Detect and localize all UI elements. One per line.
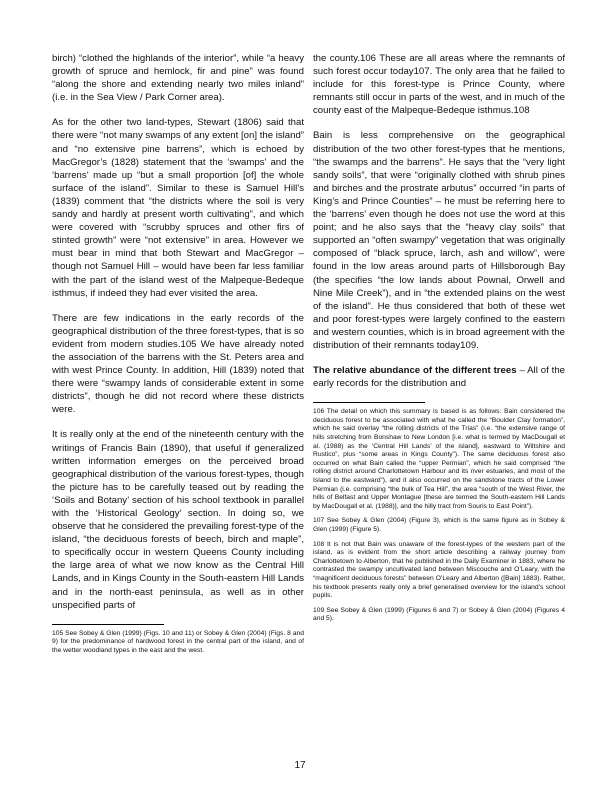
footnote: 105 See Sobey & Glen (1999) (Figs. 10 and 11) or Sobey & Glen (2004) (Figs. 8 and 9) for the predominance of hardwood forest in the central part of the island, and of the wetter woodland types in the east and the west. xyxy=(52,629,304,654)
section-heading: The relative abundance of the different trees xyxy=(313,365,517,377)
paragraph-text: – All of the early records for the distribution and xyxy=(313,365,565,390)
paragraph xyxy=(313,364,565,390)
footnote: 109 See Sobey & Glen (1999) (Figures 6 and 7) or Sobey & Glen (2004) (Figures 4 and 5). xyxy=(313,606,565,623)
footnote: 108 It is not that Bain was unaware of the forest-types of the western part of the island, as is evident from the short article describing a railway journey from Charlottetown to Alberton, that he published in the Daily Examiner in 1883, where he contrasted the swampy uncultivated land between Miscouche and O’Leary, with the “magnificent deciduous forests” between O’Leary and Alberton ([Bain] 1883). Rather, his textbook presents really only a brief generalised overview for the island’s school pupils. xyxy=(313,540,565,600)
paragraph: Bain is less comprehensive on the geographical distribution of the two other forest-types that he mentions, “the swamps and the barrens”. He says that the “very light sandy soils”, that were “originally clothed with shrub pines and birches and the prostrate arbutus” occurred “in parts of King’s and Prince Counties” – he must be referring here to the ‘barrens’ even though he does not use the word at this point; and he also says that the “heavy clay soils” that supported an “often swampy” vegetation that was originally composed of “black spruce, larch, ash and willow”, were found in the low areas around parts of Hillsborough Bay (the specifies “the low lands about Pownal, Orwell and Nine Mile Creek”), and in “the extended plains on the west of the island”. He thus considered that both of these wet and poor forest-types were largely confined to the eastern and western counties, which is in broad agreement with the distribution of their remnants today109. xyxy=(313,130,565,351)
footnote: 107 See Sobey & Glen (2004) (Figure 3), which is the same figure as in Sobey & Glen (1999) (Figure 5). xyxy=(313,517,565,533)
paragraph: birch) “clothed the highlands of the interior”, while “a heavy growth of spruce and hemlock, fir and pine” was found “along the shore and extending nearly two miles inland” (i.e. in the Sea View / Park Corner area). xyxy=(52,53,304,104)
footnote-divider xyxy=(313,402,425,403)
paragraph: It is really only at the end of the nineteenth century with the writings of Francis Bain (1890), that useful if generalized written information emerges on the perceived broad geographical distribution of the various forest-types, though the picture has to be carefully teased out by reading the ‘Soils and Botany’ section of his school textbook in parallel with the ‘Historical Geology’ section. In doing so, we observe that he considered the prevailing forest-type of the island, “the deciduous forests of beech, birch and maple”, to specifically occur in western Queens County including the large area of what we now know as the Central Hill Lands, and in Kings County in the South-eastern Hill Lands and in the north-east peninsula, as well as in other unspecified parts of xyxy=(52,429,304,611)
page-number: 17 xyxy=(294,760,306,771)
footnote-divider xyxy=(52,624,164,625)
paragraph: As for the other two land-types, Stewart (1806) said that there were “not many swamps of any extent [on] the island” and “no extensive pine barrens”, which is echoed by MacGregor’s (1828) statement that the ‘swamps’ and the ‘barrens’ made up “but a small proportion [of] the whole surface of the island”. Similar to these is Samuel Hill’s (1839) comment that “the districts where the soil is very sandy and hardly at present worth cultivating”, and which were covered with “scrubby spruces and other firs of stinted growth” were “not extensive” in area. However we must bear in mind that both Stewart and MacGregor – though not Samuel Hill – would have been far less familiar with the part of the island west of the Malpeque-Bedeque isthmus, if indeed they had ever visited the area. xyxy=(52,117,304,299)
paragraph: There are few indications in the early records of the geographical distribution of the three forest-types, that is so evident from modern studies.105 We have already noted the association of the barrens with the St. Peters area and with west Prince County. In addition, Hill (1839) noted that there were “swampy lands of considerable extent in some districts”, though he did not record where these districts were. xyxy=(52,312,304,416)
footnote: 106 The detail on which this summary is based is as follows: Bain considered the deciduous forest to be associated with what he called the “Boulder Clay formation”, which he said overlay “the rolling districts of the Trias” (i.e. “the extensive range of hills stretching from Bonshaw to New London [i.e. what is termed by MacDougall et al. (1988) as the ‘Central Hill Lands’ of the island], eastward to Wiltshire and Rustico”, plus “some areas in Kings County”). The same deciduous forest also occurred on what Bain called the “upper Permian”, which he said comprised “the rolling district around Charlottetown Harbour and its river estuaries, and most of the Island to the eastward”), and it also occurred on the sandstone tracts of the Lower Permian (i.e. comprising “the bulk of Tea Hill”, the area “south of the West River, the hills of Belfast and Upper Montague [these are termed the South-eastern Hill Lands by MacDougall et al. (1988)], and the hilly tract from Souris to East Point”). xyxy=(313,408,565,510)
left-column xyxy=(52,52,304,662)
right-column xyxy=(313,52,565,630)
paragraph: the county.106 These are all areas where the remnants of such forest occur today107. The only area that he failed to include for this forest-type is Prince County, where remnants still occur in parts of the west, and in much of the county east of the Malpeque-Bedeque isthmus.108 xyxy=(313,53,565,117)
